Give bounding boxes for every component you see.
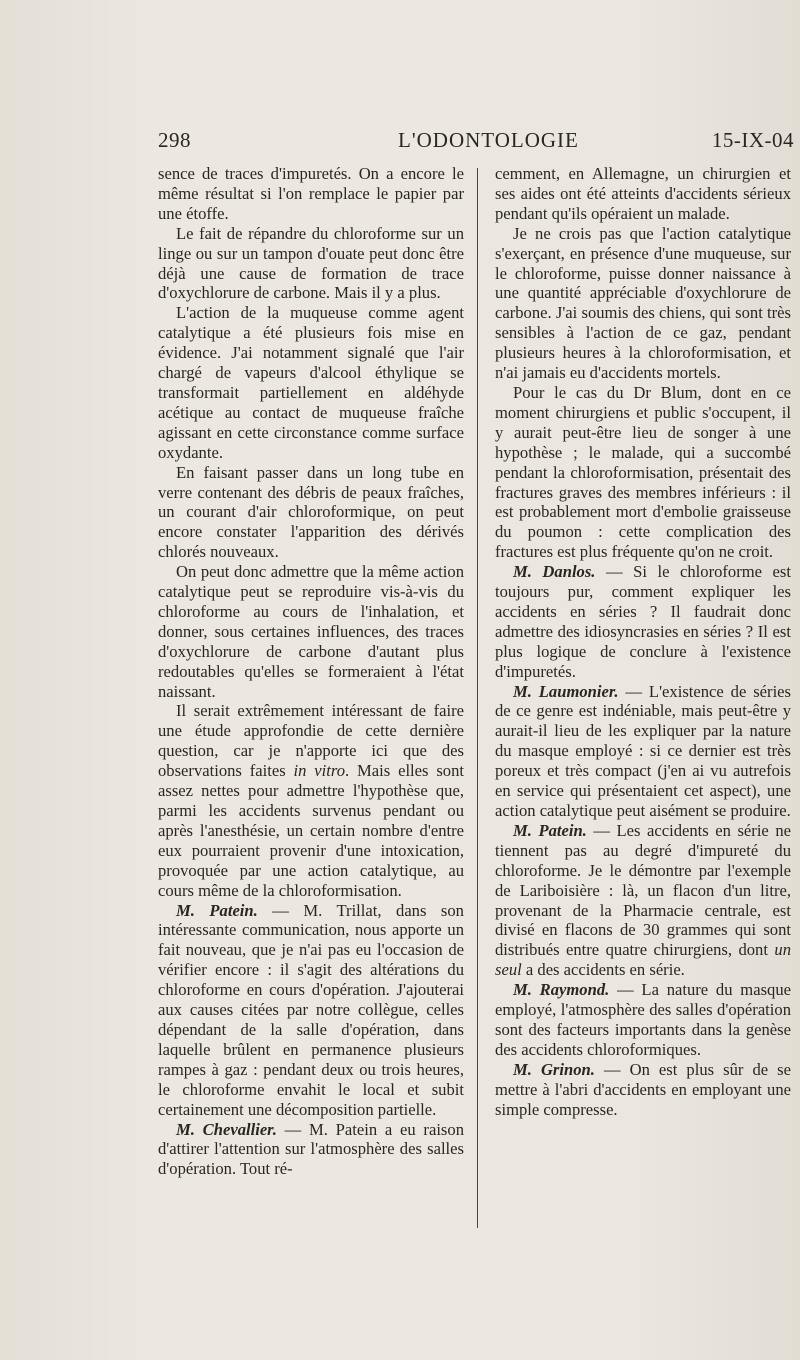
paragraph-text: — On est plus sûr de se mettre à l'abri d'accidents en employant une simple compresse. — [495, 1059, 791, 1119]
paragraph — [495, 224, 791, 383]
paragraph — [495, 164, 791, 224]
paragraph-text: cemment, en Allemagne, un chirurgien et ses aides ont été atteints d'accidents sérieux pendant qu'ils opéraient un malade. — [495, 164, 791, 223]
paragraph-text: Le fait de répandre du chloroforme sur un linge ou sur un tampon d'ouate peut donc être déjà une cause de formation de trace d'oxychlorure de carbone. Mais il y a plus. — [158, 223, 464, 303]
paragraph — [158, 701, 464, 900]
paragraph — [158, 303, 464, 462]
right-column — [495, 164, 791, 1120]
running-header — [158, 128, 794, 156]
paragraph-text: — L'existence de séries de ce genre est indéniable, mais peut-être y aurait-il lieu de les expliquer par la nature du masque employé : si ce dernier est très poreux et très compact (j'en ai vu autrefois en service qui présentaient cet aspect), une action catalytique peut aisément se produire. — [495, 681, 792, 820]
speaker-name: M. Patein. — [513, 820, 587, 840]
paragraph-text: — Si le chloroforme est toujours pur, comment expliquer les accidents en séries ? Il faudrait donc admettre des idiosyncrasies en séries ? Il est plus logique de conclure à l'existence d'impuretés. — [495, 562, 791, 681]
issue-date: 15-IX-04 — [711, 128, 794, 152]
paragraph — [158, 224, 464, 304]
paragraph-text: Pour le cas du Dr Blum, dont en ce moment chirurgiens et public s'occupent, il y aurait peut-être lieu de songer à une hypothèse ; le malade, qui a succombé pendant la chloroformisation, présentait des fractures graves des membres inférieurs : il est probablement mort d'embolie graisseuse du poumon : cette complication des fractures est plus fréquente qu'on ne croit. — [495, 382, 791, 562]
paragraph — [158, 562, 464, 701]
paragraph — [495, 980, 791, 1060]
paragraph-text: L'action de la muqueuse comme agent catalytique a été plusieurs fois mise en évidence. J'ai notamment signalé que l'air chargé de vapeurs d'alcool éthylique se transformait partiellement en aldéhyde acétique au contact de muqueuse fraîche agissant en cette circonstance comme surface oxydante. — [158, 303, 464, 462]
paragraph — [158, 164, 464, 224]
speaker-name: M. Raymond. — [513, 980, 610, 1000]
italic-term: in vitro — [293, 761, 346, 781]
column-divider — [477, 168, 478, 1228]
paragraph-text: sence de traces d'impuretés. On a encore le même résultat si l'on remplace le papier par une étoffe. — [158, 164, 464, 223]
paragraph-text: On peut donc admettre que la même action catalytique peut se reproduire vis-à-vis du chloroforme au cours de l'inhalation, et donner, sous certaines influences, des traces d'oxychlorure de carbone d'autant plus redoutables qu'elles se formeraient à l'état naissant. — [158, 562, 464, 701]
paragraph — [158, 1120, 464, 1180]
paragraph-text: — La nature du masque employé, l'atmosphère des salles d'opération sont des facteurs importants dans la genèse des accidents chloroformiques. — [495, 980, 791, 1059]
paragraph — [495, 821, 791, 980]
paragraph-text: — M. Trillat, dans son intéressante communication, nous apporte un fait nouveau, que je n'ai pas eu l'occasion de vérifier encore : il s'agit des altérations du chloroforme en cours d'opération. J'ajouterai aux causes citées par notre collègue, celles dépendant de la salle d'opération, dans laquelle brûlent en permanence plusieurs rampes à gaz : pendant deux ou trois heures, le chloroforme envahit le local et subit certainement une décomposition partielle. — [158, 900, 464, 1119]
paragraph-text: Je ne crois pas que l'action catalytique s'exerçant, en présence d'une muqueuse, sur le chloroforme, puisse donner naissance à une quantité appréciable d'oxychlorure de carbone. J'ai soumis des chiens, qui sont très sensibles à l'action de ce gaz, pendant plusieurs heures à la chloroformisation, et n'ai jamais eu d'accidents mortels. — [495, 223, 791, 383]
speaker-name: M. Patein. — [176, 900, 258, 920]
speaker-name: M. Laumonier. — [513, 681, 619, 701]
paragraph-text: En faisant passer dans un long tube en verre contenant des débris de peaux fraîches, un courant d'air chloroformique, on peut encore constater l'apparition des dérivés chlorés nouveaux. — [158, 462, 464, 562]
italic-term: un seul — [495, 940, 791, 980]
left-column — [158, 164, 464, 1179]
journal-title: L'ODONTOLOGIE — [398, 128, 579, 152]
paragraph — [495, 562, 791, 681]
speaker-name: M. Chevallier. — [176, 1119, 277, 1139]
paragraph-text: — Les accidents en série ne tiennent pas au degré d'impureté du chloroforme. Je le démontre par l'exemple de Lariboisière : là, un flacon d'un litre, provenant de la Pharmacie centrale, est divisé en flacons de 30 grammes qui sont distribués entre quatre chirurgiens, dont — [495, 820, 791, 960]
paragraph — [158, 901, 464, 1120]
paragraph — [495, 682, 791, 821]
paragraph — [495, 383, 791, 562]
paragraph-text-continued: . Mais elles sont assez nettes pour admettre l'hypothèse que, parmi les accidents survenus pendant ou après l'anesthésie, un certain nombre d'entre eux pourraient provenir d'une intoxication, provoquée par une action catalytique, au cours même de la chloroformisation. — [158, 761, 465, 900]
paragraph — [495, 1060, 791, 1120]
paragraph-text-continued: a des accidents en série. — [521, 960, 685, 980]
speaker-name: M. Danlos. — [513, 562, 596, 582]
speaker-name: M. Grinon. — [513, 1059, 595, 1079]
paragraph — [158, 463, 464, 563]
paragraph-text: — M. Patein a eu raison d'attirer l'attention sur l'atmosphère des salles d'opération. Tout ré- — [158, 1119, 464, 1179]
page-number: 298 — [158, 128, 191, 152]
paragraph-text: Il serait extrêmement intéressant de faire une étude approfondie de cette dernière question, car je n'apporte ici que des observations faites — [158, 701, 464, 781]
